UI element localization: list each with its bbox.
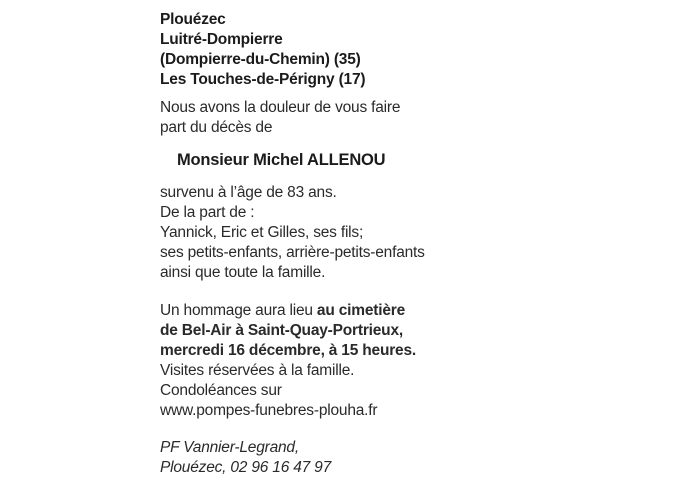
ceremony-line xyxy=(160,301,460,321)
details-line: ainsi que toute la famille. xyxy=(160,264,326,281)
ceremony-extra-line: Visites réservées à la famille. xyxy=(160,362,355,379)
deceased-name: Monsieur Michel ALLENOU xyxy=(177,151,386,169)
funeral-home-contact: Plouézec, 02 96 16 47 97 xyxy=(160,459,332,476)
details-line: De la part de : xyxy=(160,204,255,221)
ceremony-text xyxy=(160,301,460,421)
details-text xyxy=(160,183,460,283)
ceremony-datetime: mercredi 16 décembre, à 15 heures. xyxy=(160,342,416,359)
places-list xyxy=(160,10,460,90)
details-line: survenu à l’âge de 83 ans. xyxy=(160,184,337,201)
ceremony-extra-line: Condoléances sur xyxy=(160,382,282,399)
obituary-notice xyxy=(160,10,460,478)
ceremony-location: de Bel-Air à Saint-Quay-Portrieux, xyxy=(160,322,403,339)
details-line: Yannick, Eric et Gilles, ses fils; xyxy=(160,224,364,241)
ceremony-intro: Un hommage aura lieu xyxy=(160,302,317,319)
place-line: Luitré-Dompierre xyxy=(160,31,283,48)
intro-text xyxy=(160,98,460,138)
details-line: ses petits-enfants, arrière-petits-enfants xyxy=(160,244,425,261)
place-line: (Dompierre-du-Chemin) (35) xyxy=(160,51,361,68)
funeral-home-name: PF Vannier-Legrand, xyxy=(160,439,299,456)
place-line: Plouézec xyxy=(160,11,226,28)
place-line: Les Touches-de-Périgny (17) xyxy=(160,71,366,88)
funeral-home xyxy=(160,438,460,478)
intro-line: part du décès de xyxy=(160,119,273,136)
ceremony-place: au cimetière xyxy=(316,302,405,319)
website-link[interactable]: www.pompes-funebres-plouha.fr xyxy=(160,402,378,419)
intro-line: Nous avons la douleur de vous faire xyxy=(160,99,401,116)
